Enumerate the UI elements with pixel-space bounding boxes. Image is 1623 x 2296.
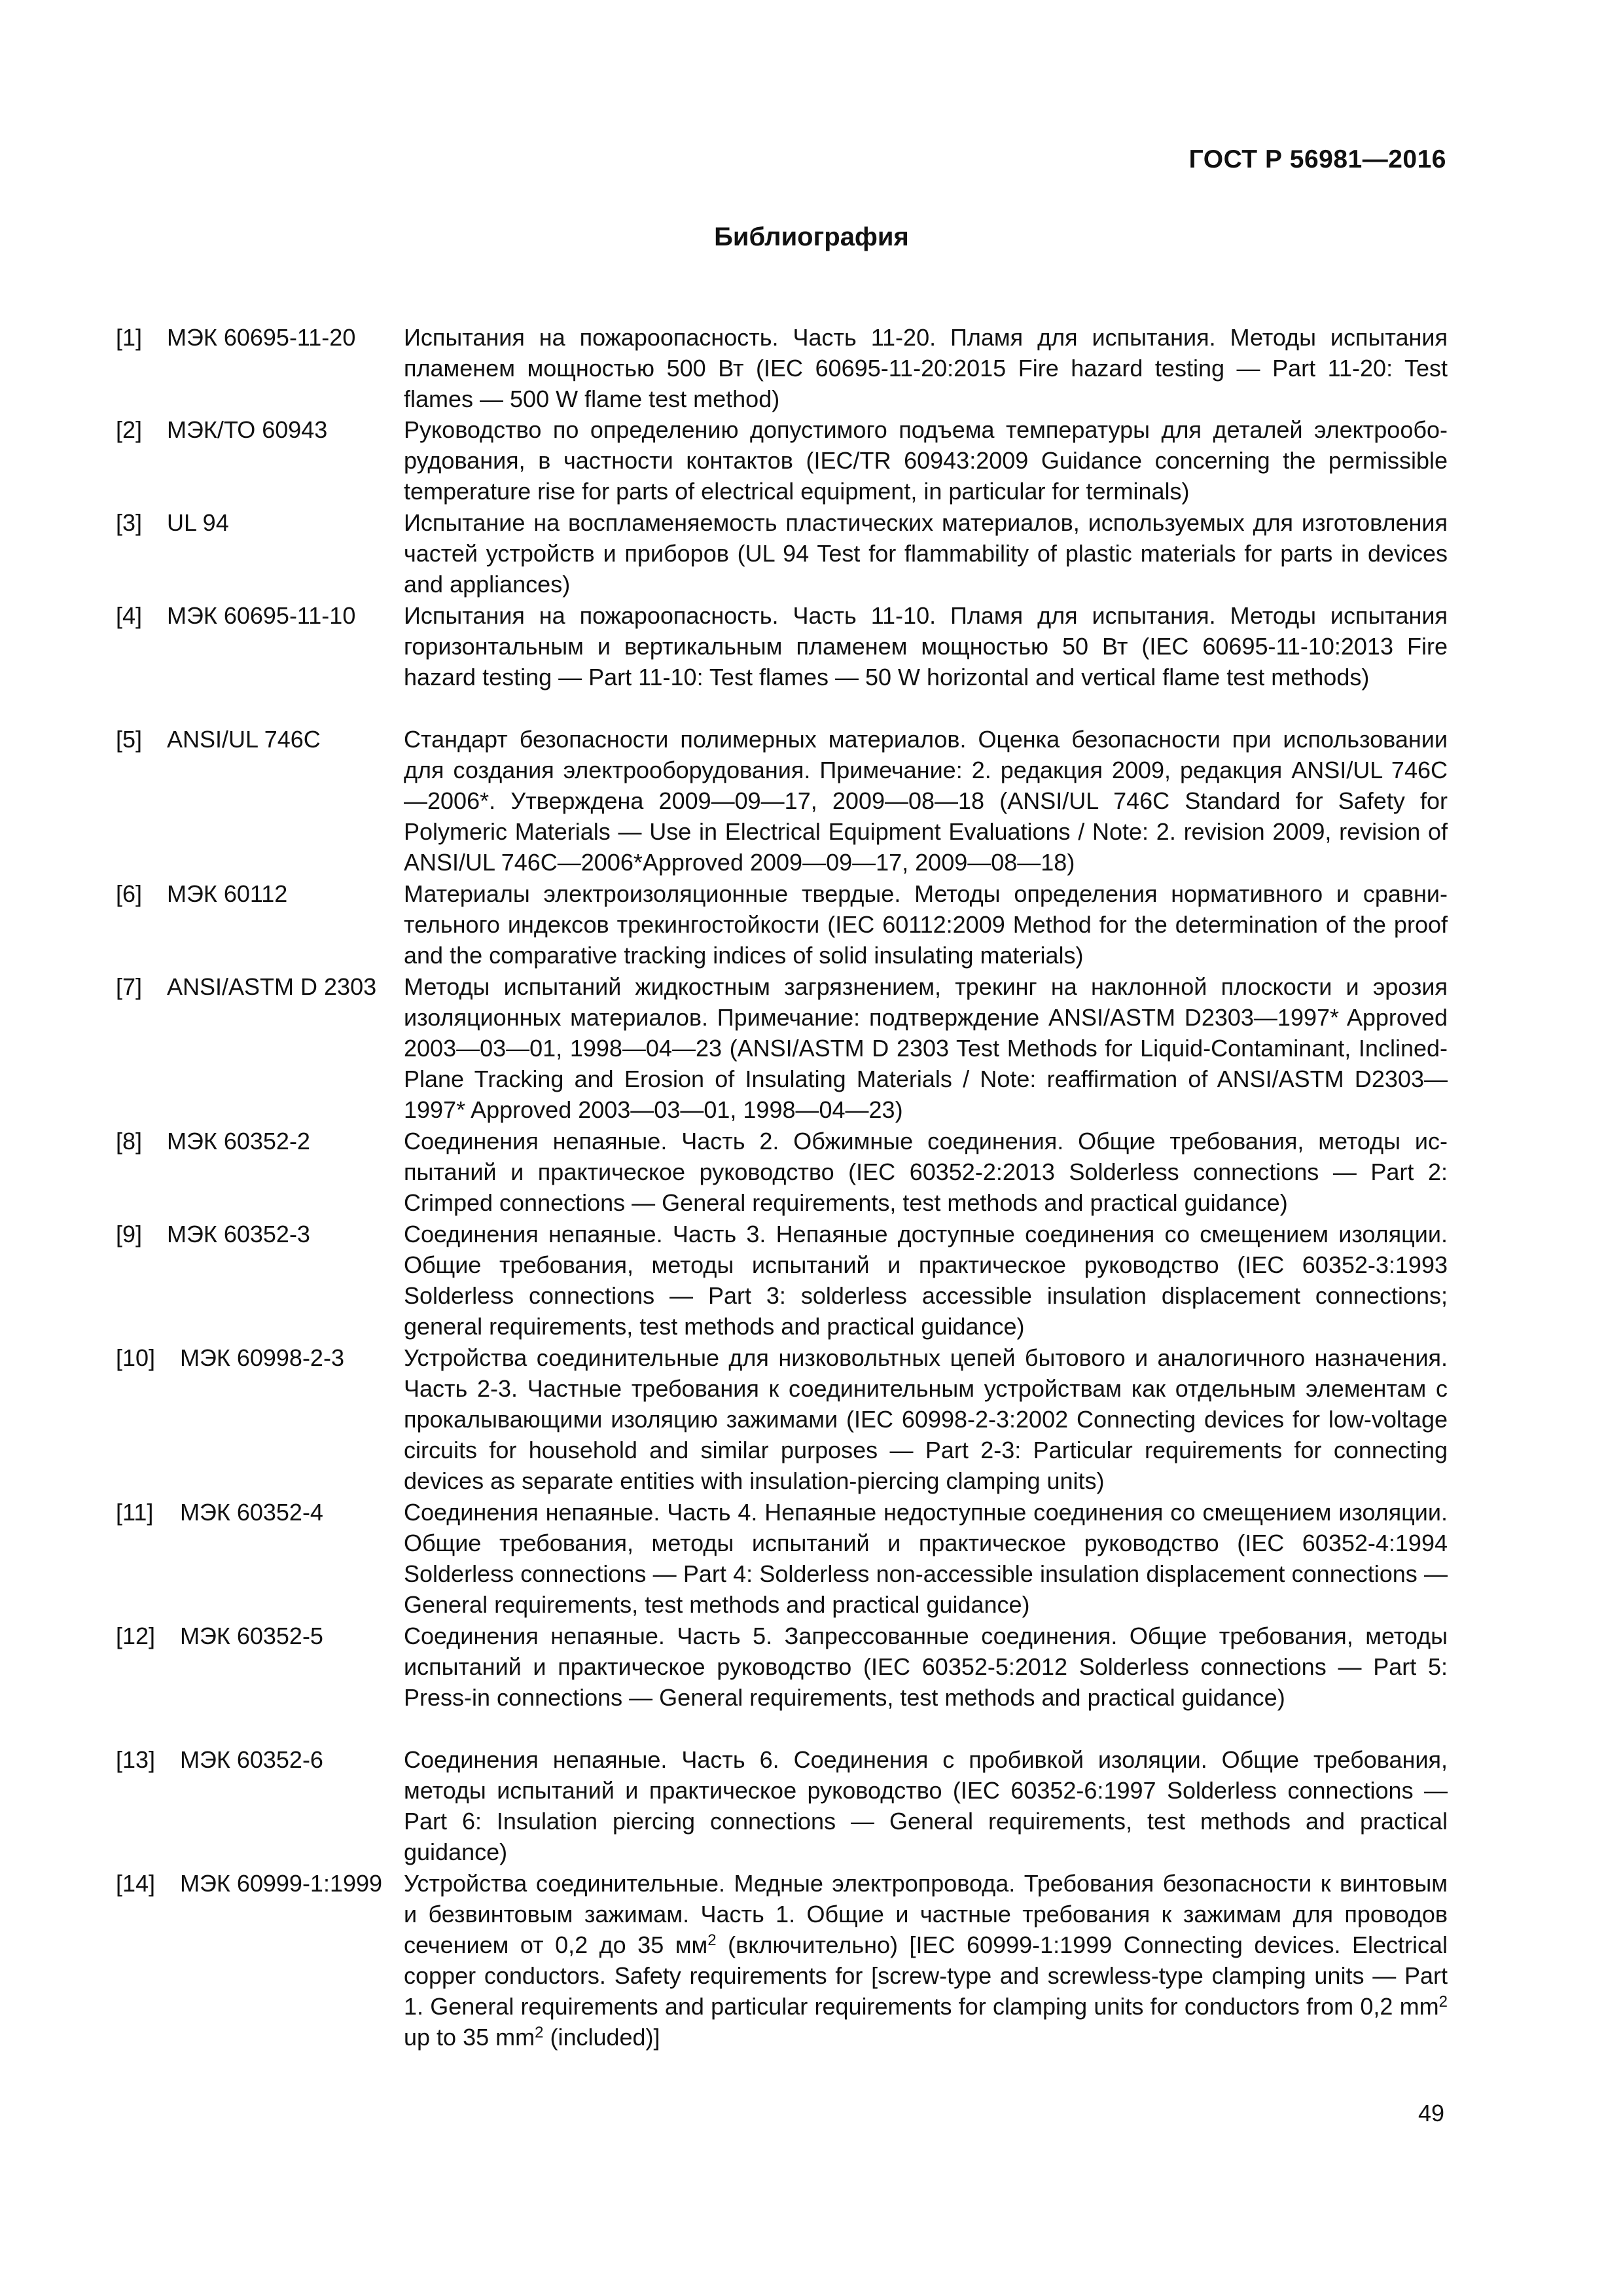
entry-standard-code: ANSI/ASTM D 2303 (167, 973, 377, 1000)
entry-number: [10] (116, 1344, 156, 1371)
standard-designation: ГОСТ Р 56981—2016 (1188, 145, 1446, 173)
entry-number: [5] (116, 726, 143, 753)
entry-standard-code: МЭК 60998-2-3 (180, 1344, 344, 1371)
entry-number: [6] (116, 880, 143, 907)
bibliography-entry-13 (116, 1744, 1448, 1867)
entry-number: [9] (116, 1221, 143, 1247)
entry-standard-code: МЭК 60695-11-20 (167, 324, 356, 351)
entry-description: Стандарт безопасности полимерных материалов. Оценка безопасности при использовании для создания электрооборудования. Примечание: 2. редакция 2009, редакция ANSI/UL 746C—2006*. Утверждена 2009—09—17, 2009—08—18 (ANSI/UL 746C Standard for Safety for Polymeric Materials — Use in Electrical Equipment Evaluations / Note: 2. revision 2009, revision of ANSI/UL 746C—2006*Approved 2009—09—17, 2009—08—18) (404, 726, 1448, 876)
bibliography-entry-8 (116, 1126, 1448, 1218)
entry-text-part: (включительно) [IEC 60999-1:1999 Connecting devices. Electrical copper conductors. Safety requirements for [screw-type and screwless-type clamping units — Part 1. General requirements and particular requirements for clamping units for conductors from 0,2 mm (404, 1931, 1448, 2020)
entry-standard-code: МЭК 60695-11-10 (167, 602, 356, 629)
entry-standard-code: МЭК 60999-1:1999 (180, 1870, 383, 1897)
entry-description: Испытания на пожароопасность. Часть 11-20. Пламя для испытания. Методы испытания пламенем мощностью 500 Вт (IEC 60695-11-20:2015 Fire hazard testing — Part 11-20: Test flames — 500 W flame test method) (404, 324, 1448, 412)
superscript: 2 (707, 1931, 717, 1949)
entry-description: Соединения непаяные. Часть 6. Соединения с пробивкой изоляции. Общие требования, методы испытаний и практическое руководство (IEC 60352-6:1997 Solderless connections — Part 6: Insulation piercing connections — General requirements, test methods and practical guidance) (404, 1746, 1448, 1865)
entry-number: [3] (116, 509, 143, 536)
bibliography-entry-4 (116, 600, 1448, 723)
bibliography-entry-9 (116, 1219, 1448, 1342)
entry-text-part: up to 35 mm (404, 2024, 535, 2051)
entry-standard-code: МЭК 60352-6 (180, 1746, 323, 1773)
entry-standard-code: МЭК 60352-4 (180, 1499, 323, 1526)
entry-description: Соединения непаяные. Часть 5. Запрессованные соединения. Общие требования, методы испытаний и практическое руководство (IEC 60352-5:2012 Solderless connections — Part 5: Press-in connections — General requirements, test methods and practical guidance) (404, 1623, 1448, 1711)
bibliography-list (116, 322, 1448, 2053)
entry-description: Руководство по определению допустимого подъема температуры для деталей электрооборудования, в частности контактов (IEC/TR 60943:2009 Guidance concerning the permissible temperature rise for parts of electrical equipment, in particular for terminals) (404, 416, 1448, 505)
entry-number: [4] (116, 602, 143, 629)
bibliography-entry-5 (116, 724, 1448, 878)
page-title: Библиография (714, 223, 909, 251)
entry-text-part: Устройства соединительные. Медные электропровода. Требования безопасности к винтовым и безвинтовым зажимам. Часть 1. Общие и частные требования к зажимам для проводов сечением от 0,2 до 35 мм (404, 1870, 1448, 1958)
bibliography-entry-10 (116, 1342, 1448, 1496)
entry-standard-code: ANSI/UL 746C (167, 726, 321, 753)
bibliography-entry-2 (116, 414, 1448, 507)
bibliography-entry-6 (116, 878, 1448, 971)
entry-standard-code: МЭК 60112 (167, 880, 288, 907)
bibliography-entry-1 (116, 322, 1448, 414)
entry-number: [11] (116, 1499, 154, 1526)
bibliography-entry-14 (116, 1868, 1448, 2053)
entry-text-part: (included)] (543, 2024, 660, 2051)
entry-number: [1] (116, 324, 143, 351)
entry-description: Материалы электроизоляционные твердые. Методы определения нормативного и сравнительного индексов трекингостойкости (IEC 60112:2009 Method for the determination of the proof and the comparative tracking indices of solid insulating materials) (404, 880, 1448, 969)
entry-number: [7] (116, 973, 143, 1000)
entry-description: Испытание на воспламеняемость пластических материалов, используемых для изготовления частей устройств и приборов (UL 94 Test for flammability of plastic materials for parts in devices and appliances) (404, 509, 1448, 598)
bibliography-entry-11 (116, 1497, 1448, 1620)
page-number: 49 (1418, 2100, 1444, 2126)
entry-standard-code: МЭК 60352-3 (167, 1221, 310, 1247)
entry-description (404, 1868, 1448, 2053)
entry-standard-code: МЭК 60352-2 (167, 1128, 310, 1155)
bibliography-entry-7 (116, 971, 1448, 1125)
entry-standard-code: МЭК/ТО 60943 (167, 416, 328, 443)
entry-description: Устройства соединительные для низковольтных цепей бытового и аналогичного назначения. Часть 2-3. Частные требования к соединительным устройствам как отдельным элементам с прокалывающими изоляцию зажимами (IEC 60998-2-3:2002 Connecting devices for low-voltage circuits for household and similar purposes — Part 2-3: Particular requirements for connecting devices as separate entities with insulation-piercing clamping units) (404, 1344, 1448, 1494)
entry-number: [12] (116, 1623, 156, 1649)
entry-description: Испытания на пожароопасность. Часть 11-10. Пламя для испытания. Методы испытания горизонтальным и вертикальным пламенем мощностью 50 Вт (IEC 60695-11-10:2013 Fire hazard testing — Part 11-10: Test flames — 50 W horizontal and vertical flame test methods) (404, 602, 1448, 691)
entry-description: Соединения непаяные. Часть 3. Непаяные доступные соединения со смещением изоляции. Общие требования, методы испытаний и практическое руководство (IEC 60352-3:1993 Solderless connections — Part 3: solderless accessible insulation displacement connections; general requirements, test methods and practical guidance) (404, 1221, 1448, 1340)
entry-description: Методы испытаний жидкостным загрязнением, трекинг на наклонной плоскости и эрозия изоляционных материалов. Примечание: подтверждение ANSI/ASTM D2303—1997* Approved 2003—03—01, 1998—04—23 (ANSI/ASTM D 2303 Test Methods for Liquid-Contaminant, Inclined-Plane Tracking and Erosion of Insulating Materials / Note: reaffirmation of ANSI/ASTM D2303—1997* Approved 2003—03—01, 1998—04—23) (404, 973, 1448, 1123)
entry-number: [2] (116, 416, 143, 443)
superscript: 2 (535, 2024, 544, 2041)
entry-standard-code: МЭК 60352-5 (180, 1623, 323, 1649)
entry-number: [8] (116, 1128, 143, 1155)
superscript: 2 (1438, 1993, 1448, 2011)
bibliography-entry-3 (116, 507, 1448, 600)
entry-standard-code: UL 94 (167, 509, 229, 536)
entry-number: [14] (116, 1870, 156, 1897)
entry-number: [13] (116, 1746, 156, 1773)
entry-description: Соединения непаяные. Часть 4. Непаяные недоступные соединения со смещением изоляции. Общие требования, методы испытаний и практическое руководство (IEC 60352-4:1994 Solderless connections — Part 4: Solderless non-accessible insulation displacement connections — General requirements, test methods and practical guidance) (404, 1499, 1448, 1618)
entry-description: Соединения непаяные. Часть 2. Обжимные соединения. Общие требования, методы испытаний и практическое руководство (IEC 60352-2:2013 Solderless connections — Part 2: Crimped connections — General requirements, test methods and practical guidance) (404, 1128, 1448, 1216)
bibliography-entry-12 (116, 1621, 1448, 1744)
